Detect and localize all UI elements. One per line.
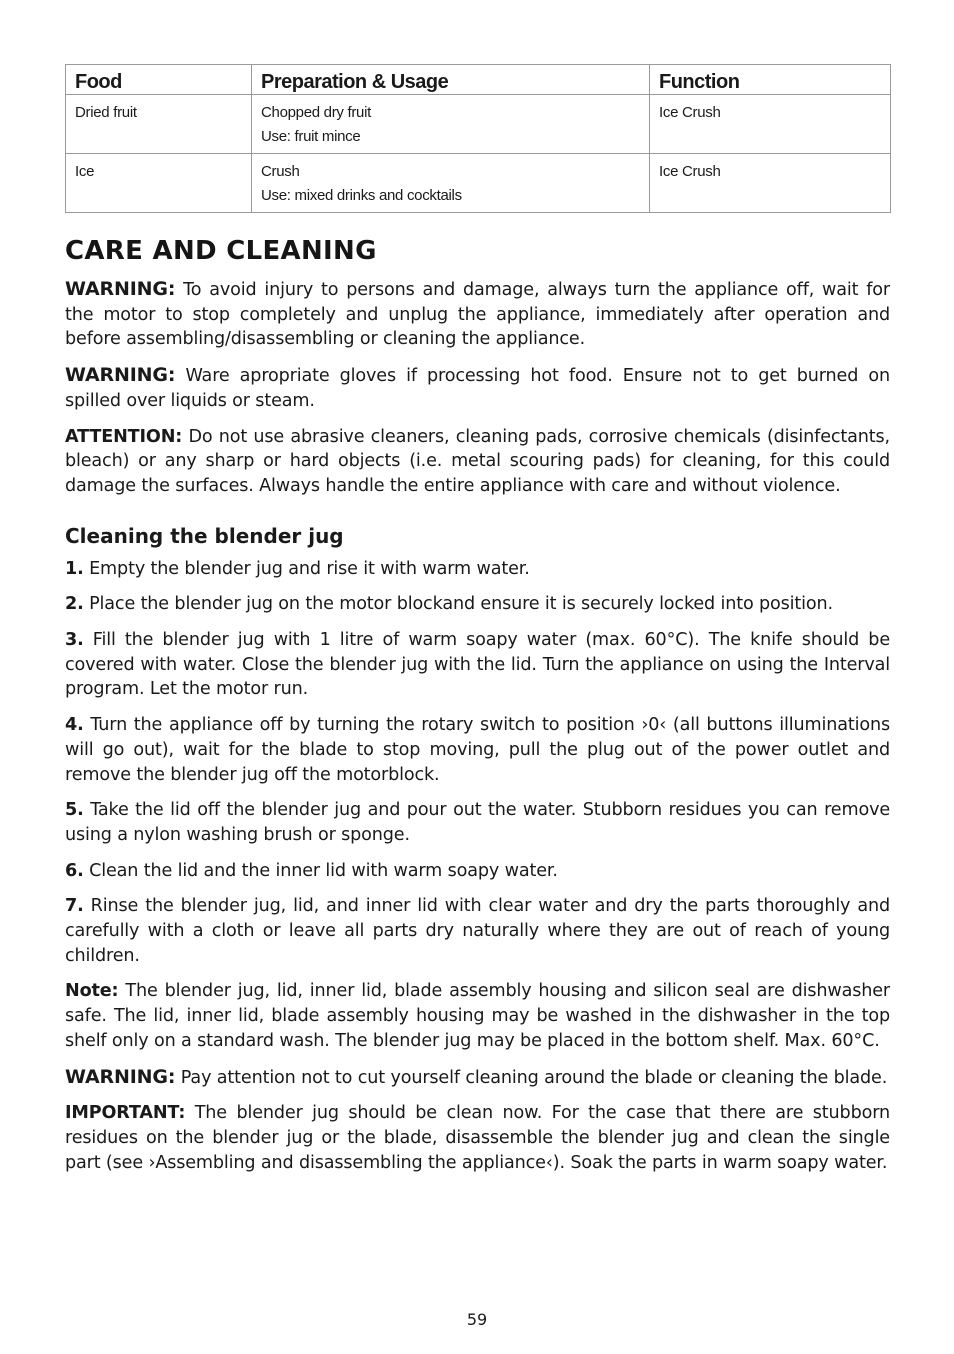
warning-label: WARNING: — [65, 1065, 176, 1088]
preparation-text: Crush — [261, 163, 300, 180]
warning-paragraph-3 — [65, 1065, 890, 1091]
step-6 — [65, 859, 890, 884]
important-paragraph — [65, 1101, 890, 1175]
warning-text: Pay attention not to cut yourself cleaning around the blade or cleaning the blade. — [180, 1067, 888, 1088]
cell-food: Ice — [66, 154, 252, 213]
cell-function: Ice Crush — [650, 154, 891, 213]
table-row — [66, 95, 891, 154]
step-text: Clean the lid and the inner lid with warm soapy water. — [89, 860, 558, 881]
step-2 — [65, 592, 890, 617]
step-number: 6. — [65, 860, 84, 881]
step-text: Take the lid off the blender jug and pour out the water. Stubborn residues you can remove using a nylon washing brush or sponge. — [65, 800, 891, 845]
attention-paragraph — [65, 425, 890, 499]
header-function: Function — [650, 65, 891, 95]
note-label: Note: — [65, 981, 119, 1002]
warning-label: WARNING: — [65, 364, 176, 387]
warning-text: To avoid injury to persons and damage, always turn the appliance off, wait for the motor to stop completely and unplug the appliance, immediately after operation and before assembling/disassembling or cleaning the appliance. — [65, 280, 890, 350]
step-text: Place the blender jug on the motor blockand ensure it is securely locked into position. — [89, 594, 833, 615]
step-3 — [65, 628, 890, 702]
preparation-text: Chopped dry fruit — [261, 104, 371, 121]
step-number: 2. — [65, 594, 84, 615]
step-number: 5. — [65, 800, 84, 821]
warning-text: Ware apropriate gloves if processing hot food. Ensure not to get burned on spilled over liquids or steam. — [65, 366, 890, 411]
step-number: 4. — [65, 715, 84, 736]
warning-label: WARNING: — [65, 278, 176, 300]
step-number: 3. — [65, 630, 84, 651]
page-number: 59 — [466, 1310, 488, 1329]
step-1 — [65, 557, 890, 582]
header-preparation-usage: Preparation & Usage — [252, 65, 650, 95]
usage-text: Use: fruit mince — [261, 128, 361, 145]
page-content — [65, 64, 890, 1175]
step-number: 1. — [65, 558, 84, 579]
attention-text: Do not use abrasive cleaners, cleaning pads, corrosive chemicals (disinfectants, bleach) or any sharp or hard objects (i.e. metal scouring pads) for cleaning, for this could damage the surfaces. Always handle the entire appliance with care and without violence. — [65, 426, 891, 496]
food-preparation-table — [65, 64, 891, 213]
step-4 — [65, 713, 890, 787]
note-paragraph — [65, 979, 890, 1053]
step-7 — [65, 894, 890, 968]
important-text: The blender jug should be clean now. For the case that there are stubborn residues on the blender jug or the blade, disassemble the blender jug and clean the single part (see ›Assembling and disassembling the appliance‹). Soak the parts in warm soapy water. — [65, 1103, 890, 1173]
step-number: 7. — [65, 896, 84, 917]
step-text: Turn the appliance off by turning the rotary switch to position ›0‹ (all buttons illuminations will go out), wait for the blade to stop moving, pull the plug out of the power outlet and remove the blender jug off the motorblock. — [65, 715, 890, 785]
step-5 — [65, 798, 890, 847]
cell-food: Dried fruit — [66, 95, 252, 154]
important-label: IMPORTANT: — [65, 1103, 186, 1124]
step-text: Fill the blender jug with 1 litre of warm soapy water (max. 60°C). The knife should be covered with water. Close the blender jug with the lid. Turn the appliance on using the Interval program. Let the motor run. — [65, 630, 890, 700]
note-text: The blender jug, lid, inner lid, blade assembly housing and silicon seal are dishwasher safe. The lid, inner lid, blade assembly housing may be washed in the dishwasher in the top shelf only on a standard wash. The blender jug may be placed in the bottom shelf. Max. 60°C. — [65, 981, 890, 1051]
table-row — [66, 154, 891, 213]
care-cleaning-title: CARE AND CLEANING — [65, 236, 377, 266]
cell-preparation — [252, 154, 650, 213]
step-text: Rinse the blender jug, lid, and inner lid with clear water and dry the parts thoroughly and carefully with a cloth or leave all parts dry naturally where they are out of reach of young children. — [65, 896, 890, 966]
step-text: Empty the blender jug and rise it with warm water. — [89, 558, 530, 579]
cell-function: Ice Crush — [650, 95, 891, 154]
usage-text: Use: mixed drinks and cocktails — [261, 187, 462, 204]
attention-label: ATTENTION: — [65, 426, 183, 447]
cleaning-jug-subtitle: Cleaning the blender jug — [65, 523, 344, 548]
header-food: Food — [66, 65, 252, 95]
warning-paragraph-1 — [65, 277, 890, 352]
table-header-row — [66, 65, 891, 95]
warning-paragraph-2 — [65, 363, 890, 413]
cell-preparation — [252, 95, 650, 154]
